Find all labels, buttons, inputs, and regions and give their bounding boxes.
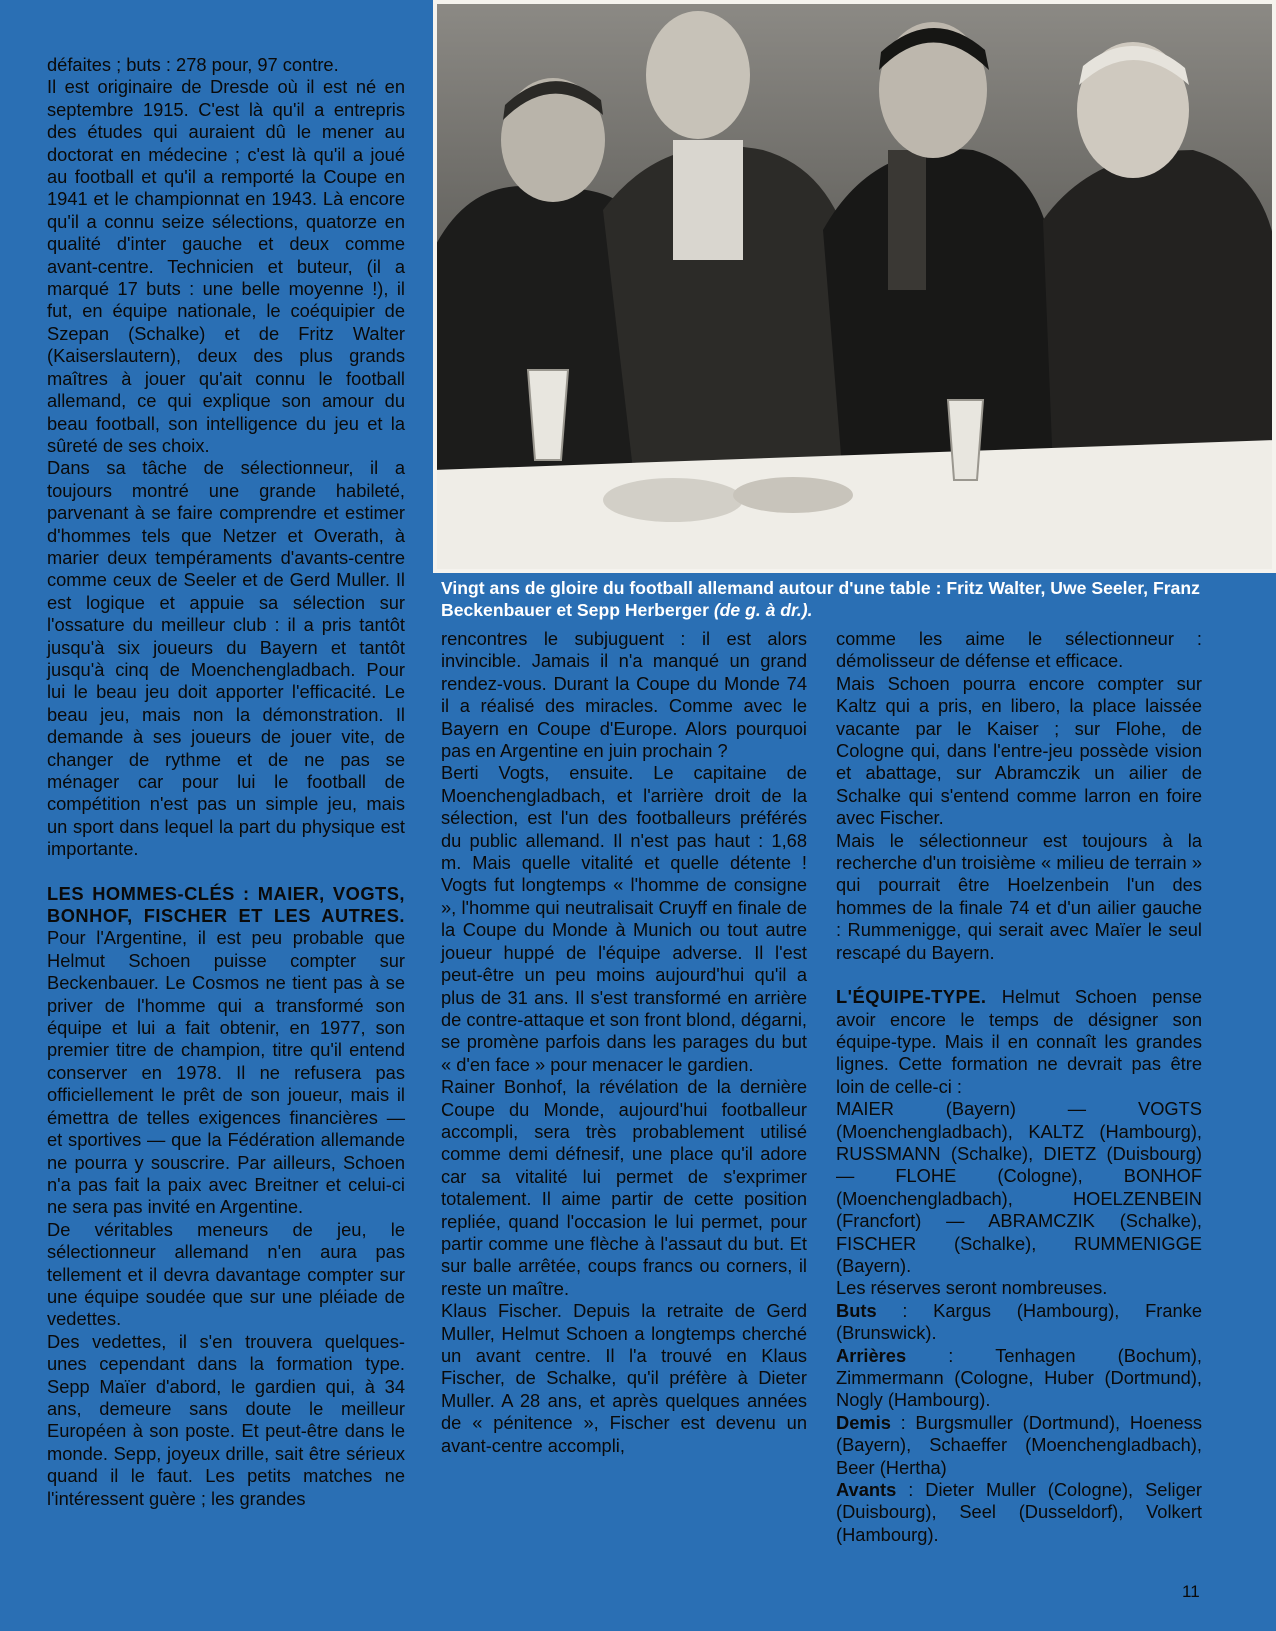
page-number: 11 xyxy=(1182,1582,1200,1601)
section-heading: L'ÉQUIPE-TYPE. xyxy=(836,986,987,1008)
reserves-text: : Tenhagen (Bochum), Zimmermann (Cologne, Huber (Dortmund), Nogly (Hambourg). xyxy=(836,1344,1202,1411)
section-body: Helmut Schoen pense avoir encore le temps de désigner son équipe-type. Mais il en connaît les grandes lignes. Cette formation ne devrait pas être loin de celle-ci : xyxy=(836,986,1202,1097)
team-lineup: MAIER (Bayern) — VOGTS (Moenchengladbach), KALTZ (Hambourg), RUSSMANN (Schalke), DIETZ (Duisbourg) — FLOHE (Cologne), BONHOF (Moenchengladbach), HOELZENBEIN (Francfort) — ABRAMCZIK (Schalke), FISCHER (Schalke), RUMMENIGGE (Bayern). xyxy=(836,1098,1202,1276)
paragraph: Les réserves seront nombreuses. xyxy=(836,1277,1108,1299)
paragraph: rencontres le subjuguent : il est alors invincible. Jamais il n'a manqué un grand rendez-vous. Durant la Coupe du Monde 74 il a réalisé des miracles. Comme avec le Bayern en Coupe d'Europe. Alors pourquoi pas en Argentine en juin prochain ? xyxy=(441,628,807,762)
reserves-text: : Burgsmuller (Dortmund), Hoeness (Bayern), Schaeffer (Moenchengladbach), Beer (Hertha) xyxy=(836,1411,1202,1478)
section-body: Pour l'Argentine, il est peu probable que Helmut Schoen puisse compter sur Beckenbauer. Le Cosmos ne tient pas à se priver de l'homme qui a transformé son équipe et lui a fait obtenir, en 1977, son premier titre de champion, titre qu'il entend conserver en 1978. Il ne refusera pas officiellement le prêt de son joueur, mais il émettra de telles exigences financières — et sportives — que la Fédération allemande ne pourra y souscrire. Par ailleurs, Schoen n'a pas fait la paix avec Breitner et celui-ci ne sera pas invité en Argentine. xyxy=(47,927,405,1218)
caption-text: Vingt ans de gloire du football allemand autour d'une table : Fritz Walter, Uwe Seeler, Franz Beckenbauer et Sepp Herberger xyxy=(441,578,1200,620)
photo-illustration xyxy=(433,0,1276,573)
paragraph: Rainer Bonhof, la révélation de la dernière Coupe du Monde, aujourd'hui footballeur accompli, sera très probablement utilisé comme demi défnesif, une place qu'il adore car sa vitalité lui permet de s'exprimer totalement. Il aime partir de cette position repliée, quand l'occasion le lui permet, pour partir comme une flèche à l'assaut du but. Et sur balle arrêtée, coups francs ou corners, il reste un maître. xyxy=(441,1076,807,1299)
reserves-label: Demis xyxy=(836,1411,891,1433)
paragraph: De véritables meneurs de jeu, le sélectionneur allemand n'en aura pas tellement et il devra davantage compter sur une équipe soudée que sur une pléiade de vedettes. xyxy=(47,1218,405,1330)
paragraph: Mais le sélectionneur est toujours à la recherche d'un troisième « milieu de terrain » qui pourrait être Hoelzenbein l'un des hommes de la finale 74 et d'un ailier gauche : Rummenigge, qui serait avec Maïer le seul rescapé du Bayern. xyxy=(836,829,1202,963)
text-column-3 xyxy=(836,628,1202,1546)
paragraph: Berti Vogts, ensuite. Le capitaine de Moenchengladbach, et l'arrière droit de la sélection, est l'un des footballeurs préférés du public allemand. Il n'est pas haut : 1,68 m. Mais quelle vitalité et quelle détente ! Vogts fut longtemps « l'homme de consigne », l'homme qui neutralisait Cruyff en finale de la Coupe du Monde à Munich ou tout autre joueur huppé de l'équipe adverse. Il l'est peut-être un peu moins aujourd'hui qu'il a plus de 31 ans. Il s'est transformé en arrière de contre-attaque et son front blond, dégarni, se promène parfois dans les parages du but « d'en face » pour menacer le gardien. xyxy=(441,762,807,1075)
paragraph: comme les aime le sélectionneur : démolisseur de défense et efficace. xyxy=(836,628,1202,672)
text-column-1 xyxy=(47,54,405,1510)
paragraph: Il est originaire de Dresde où il est né en septembre 1915. C'est là qu'il a entrepris des études qui auraient dû le mener au doctorat en médecine ; c'est là qu'il a joué au football et qu'il a remporté la Coupe en 1941 et le championnat en 1943. Là encore qu'il a connu seize sélections, quatorze en qualité d'inter gauche et deux comme avant-centre. Technicien et buteur, (il a marqué 17 buts : une belle moyenne !), il fut, en équipe nationale, le coéquipier de Szepan (Schalke) et de Fritz Walter (Kaiserslautern), deux des plus grands maîtres à jouer qu'ait connu le football allemand, ce qui explique son amour du beau football, son intelligence du jeu et la sûreté de ses choix. xyxy=(47,76,405,456)
section-paragraph xyxy=(836,986,1202,1098)
reserves-label: Arrières xyxy=(836,1344,907,1366)
reserves-defenders xyxy=(836,1345,1202,1412)
reserves-label: Avants xyxy=(836,1479,897,1501)
reserves-midfielders xyxy=(836,1412,1202,1479)
caption-note: (de g. à dr.). xyxy=(713,600,813,620)
section-heading: LES HOMMES-CLÉS : MAIER, VOGTS, BONHOF, FISCHER ET LES AUTRES. xyxy=(47,882,405,927)
paragraph: défaites ; buts : 278 pour, 97 contre. xyxy=(47,54,339,75)
section-paragraph xyxy=(47,883,405,1219)
paragraph: Mais Schoen pourra encore compter sur Kaltz qui a pris, en libero, la place laissée vacante par le Kaiser ; sur Flohe, de Cologne qui, dans l'entre-jeu possède vision et abattage, sur Abramczik un ailier de Schalke qui s'entend comme larron en foire avec Fischer. xyxy=(836,672,1202,829)
paragraph: Dans sa tâche de sélectionneur, il a toujours montré une grande habileté, parvenant à se faire comprendre et estimer d'hommes tels que Netzer et Overath, à marier deux tempéraments d'avants-centre comme ceux de Seeler et de Gerd Muller. Il est logique et appuie sa sélection sur l'ossature du meilleur club : il a pris tantôt jusqu'à six joueurs du Bayern et tantôt jusqu'à cinq de Moenchengladbach. Pour lui le beau jeu doit apporter l'efficacité. Le beau jeu, mais non la démonstration. Il demande à ses joueurs de jouer vite, de changer de rythme et de ne pas se ménager car pour lui le football de compétition n'est pas un simple jeu, mais un sport dans lequel la part du physique est importante. xyxy=(47,457,405,860)
reserves-label: Buts xyxy=(836,1299,877,1321)
paragraph: Des vedettes, il s'en trouvera quelques-unes cependant dans la formation type. Sepp Maïer d'abord, le gardien qui, à 34 ans, demeure sans doute le meilleur Européen à son poste. Et peut-être dans le monde. Sepp, joyeux drille, sait être sérieux quand il le faut. Les petits matches ne l'intéressent guère ; les grandes xyxy=(47,1330,405,1509)
text-column-2 xyxy=(441,628,807,1457)
team-photo xyxy=(433,0,1276,573)
paragraph: Klaus Fischer. Depuis la retraite de Gerd Muller, Helmut Schoen a longtemps cherché un avant centre. Il l'a trouvé en Klaus Fischer, de Schalke, qu'il préfère à Dieter Muller. A 28 ans, et après quelques années de « pénitence », Fischer est devenu un avant-centre accompli, xyxy=(441,1300,807,1456)
reserves-goalkeepers xyxy=(836,1300,1202,1345)
reserves-text: : Dieter Muller (Cologne), Seliger (Duisbourg), Seel (Dusseldorf), Volkert (Hambourg). xyxy=(836,1479,1202,1545)
reserves-text: : Kargus (Hambourg), Franke (Brunswick). xyxy=(836,1299,1202,1344)
photo-caption xyxy=(441,577,1221,621)
reserves-forwards xyxy=(836,1479,1202,1546)
